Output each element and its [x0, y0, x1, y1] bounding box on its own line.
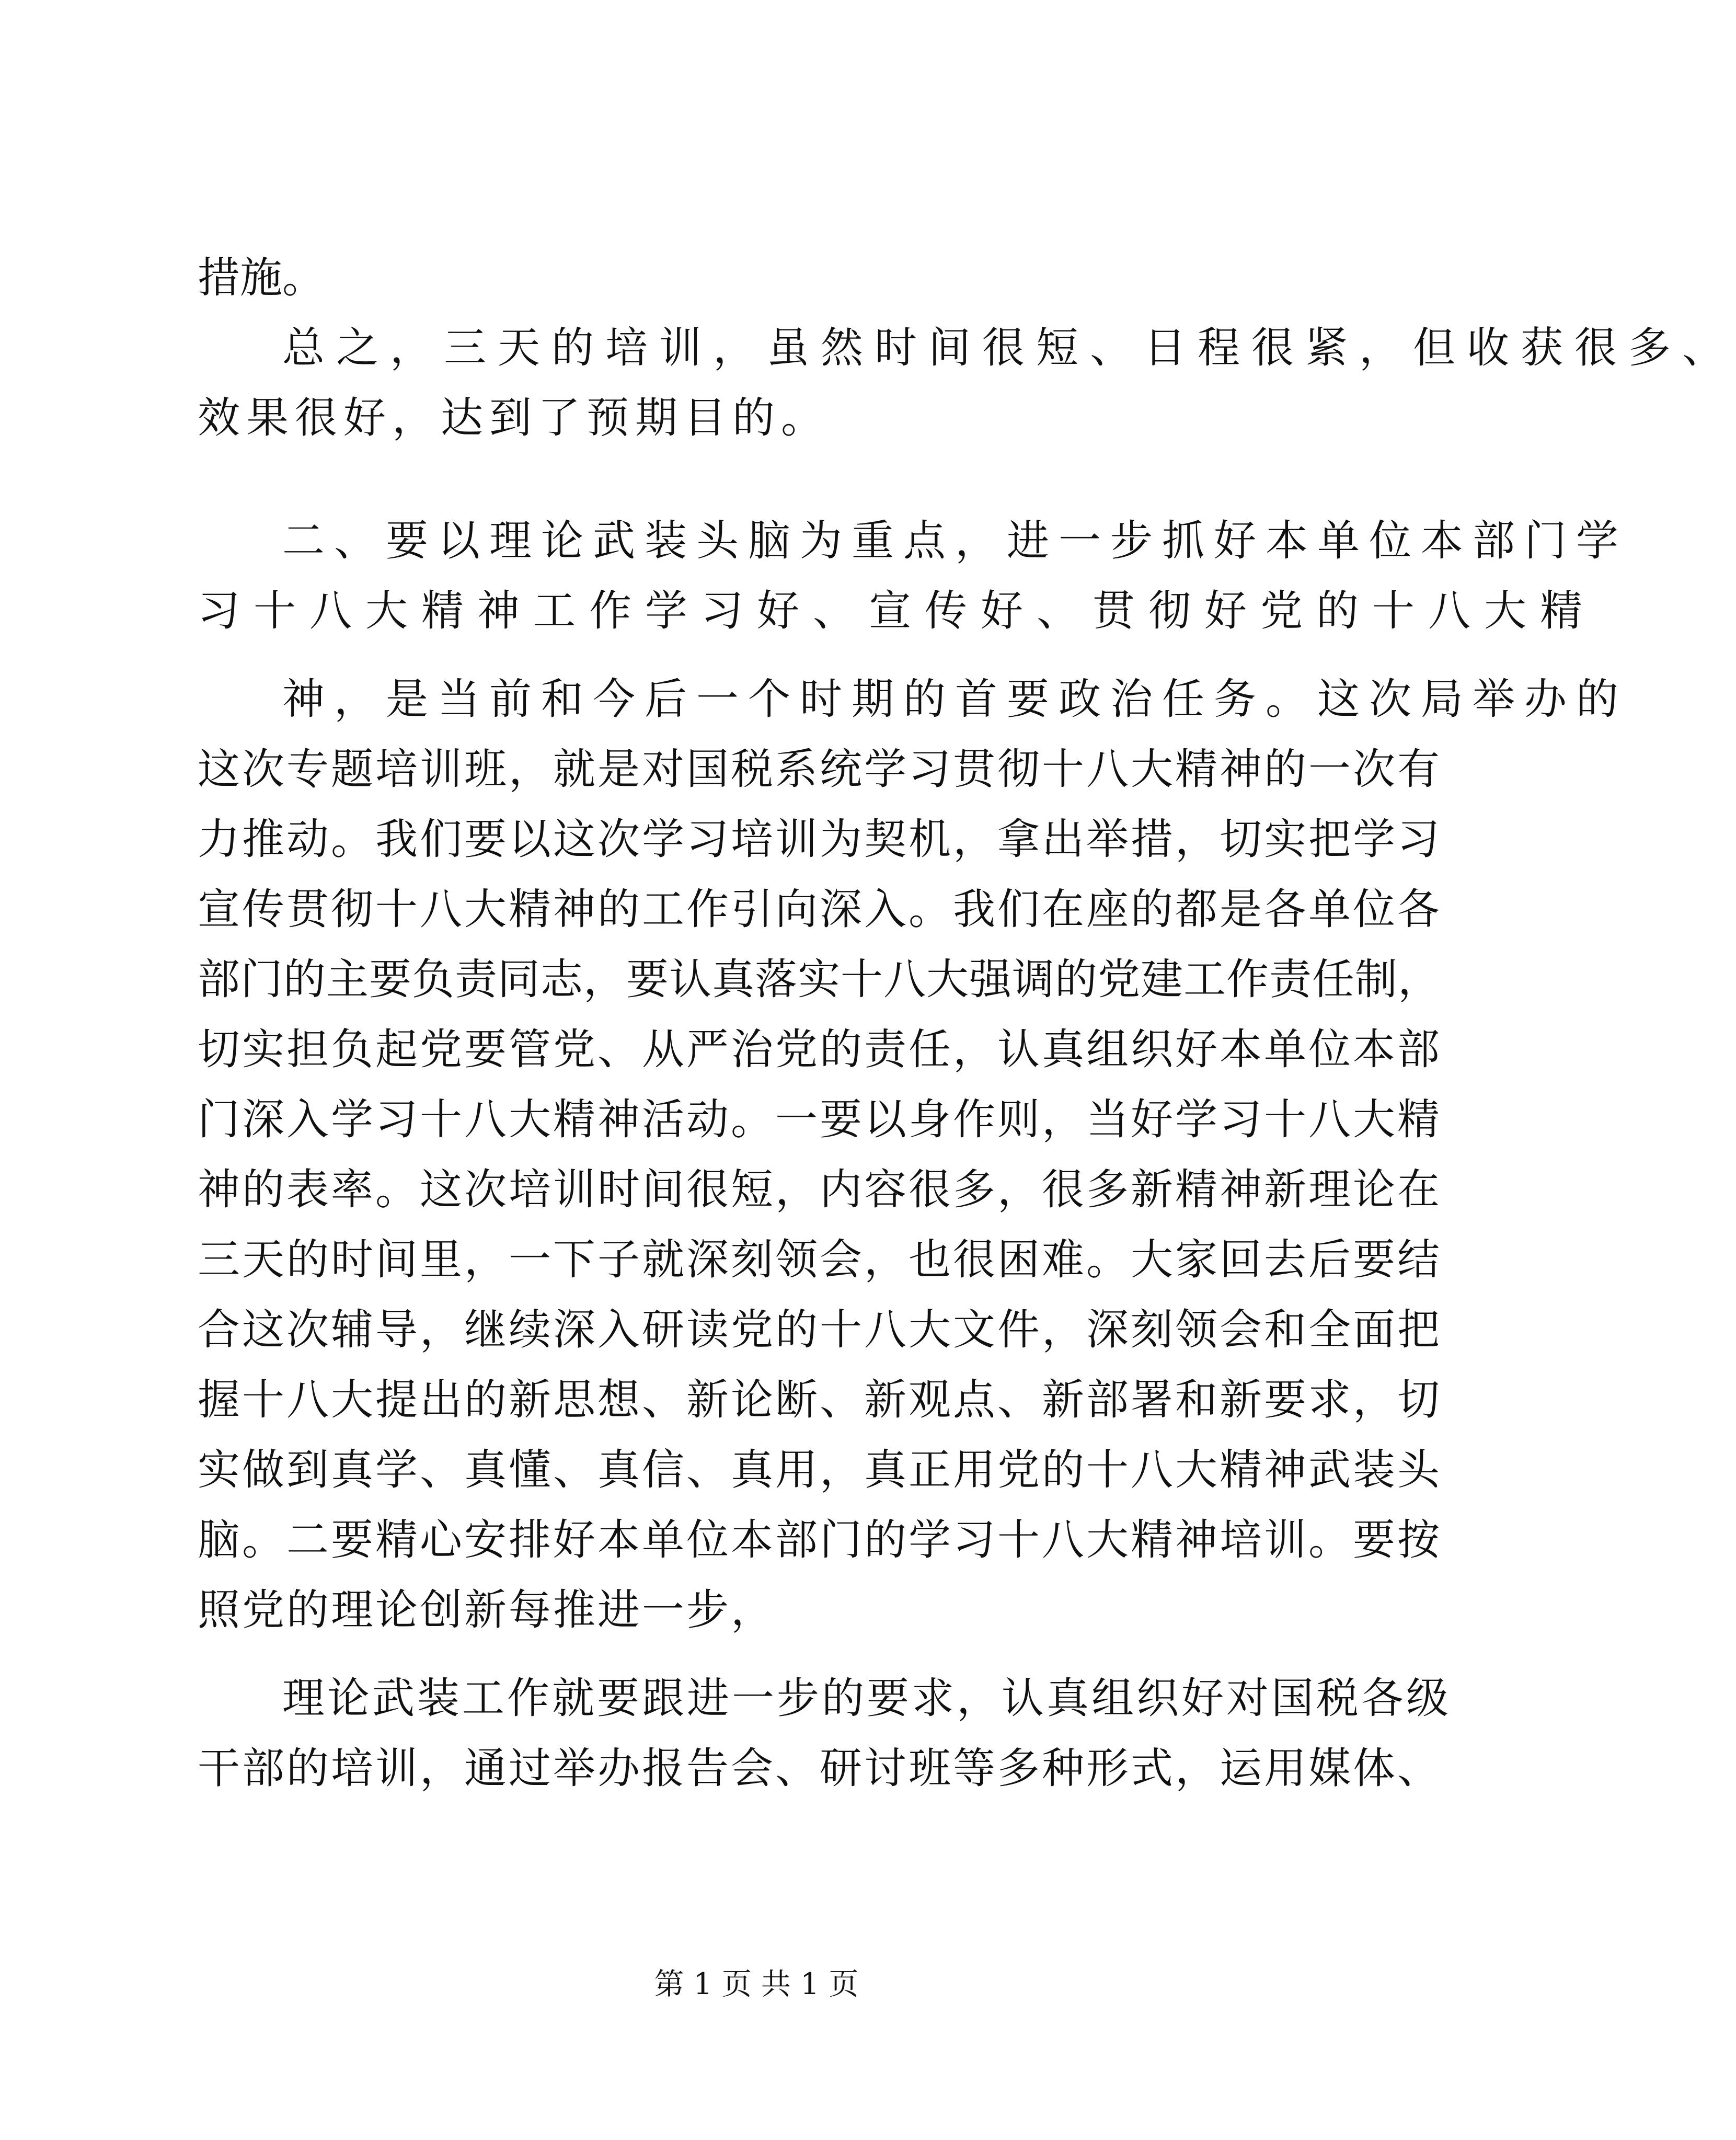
- text-line-content: 神的表率。这次培训时间很短，内容很多，很多新精神新理论在: [198, 1165, 1442, 1215]
- text-line: [0, 803, 1513, 876]
- text-line-content: 神，是当前和今后一个时期的首要政治任务。这次局举办的: [282, 675, 1628, 724]
- text-line-content: 门深入学习十八大精神活动。一要以身作则，当好学习十八大精: [198, 1095, 1442, 1145]
- text-line-content: 二、要以理论武装头脑为重点，进一步抓好本单位本部门学: [282, 517, 1628, 566]
- text-line: [0, 312, 1736, 385]
- text-line: [0, 1504, 1513, 1577]
- text-line: [0, 733, 1513, 806]
- text-line: [0, 663, 1628, 736]
- text-line: [0, 1434, 1513, 1507]
- text-line: [0, 575, 1596, 648]
- text-line: [0, 1662, 1513, 1735]
- text-line: [0, 1732, 1513, 1805]
- text-line: [0, 1013, 1513, 1086]
- text-line-content: 干部的培训，通过举办报告会、研讨班等多种形式，运用媒体、: [198, 1744, 1442, 1793]
- text-line-content: 习十八大精神工作学习好、宣传好、贯彻好党的十八大精: [198, 587, 1596, 636]
- text-line-content: 这次专题培训班，就是对国税系统学习贯彻十八大精神的一次有: [198, 745, 1442, 794]
- text-line: [0, 1364, 1513, 1437]
- text-line-content: 实做到真学、真懂、真信、真用，真正用党的十八大精神武装头: [198, 1446, 1442, 1495]
- text-line: [0, 1153, 1513, 1227]
- text-line: [0, 382, 1513, 455]
- page-footer: 第 1 页 共 1 页: [654, 1967, 859, 2001]
- text-line-content: 脑。二要精心安排好本单位本部门的学习十八大精神培训。要按: [198, 1516, 1442, 1565]
- text-line-content: 合这次辅导，继续深入研读党的十八大文件，深刻领会和全面把: [198, 1306, 1442, 1355]
- text-line-content: 措施。: [198, 254, 325, 303]
- text-line: [0, 1294, 1513, 1367]
- text-line-content: 效果很好，达到了预期目的。: [198, 394, 830, 443]
- text-line-content: 三天的时间里，一下子就深刻领会，也很困难。大家回去后要结: [198, 1235, 1442, 1285]
- text-line-content: 部门的主要负责同志，要认真落实十八大强调的党建工作责任制，: [198, 955, 1441, 1004]
- text-line: [0, 1083, 1513, 1157]
- text-line: [0, 505, 1628, 578]
- text-line-content: 宣传贯彻十八大精神的工作引向深入。我们在座的都是各单位各: [198, 885, 1442, 934]
- text-line: [0, 1574, 1513, 1647]
- text-line: [0, 873, 1513, 946]
- text-line-content: 力推动。我们要以这次学习培训为契机，拿出举措，切实把学习: [198, 815, 1442, 864]
- text-line-content: 切实担负起党要管党、从严治党的责任，认真组织好本单位本部: [198, 1025, 1442, 1074]
- text-line: [0, 943, 1513, 1016]
- text-line-content: 理论武装工作就要跟进一步的要求，认真组织好对国税各级: [282, 1674, 1452, 1723]
- text-line-content: 照党的理论创新每推进一步，: [198, 1586, 776, 1635]
- text-line: [0, 1223, 1513, 1297]
- text-line: [0, 242, 1513, 315]
- text-line-content: 握十八大提出的新思想、新论断、新观点、新部署和新要求，切: [198, 1376, 1442, 1425]
- text-line-content: 总之，三天的培训，虽然时间很短、日程很紧，但收获很多、: [282, 324, 1736, 373]
